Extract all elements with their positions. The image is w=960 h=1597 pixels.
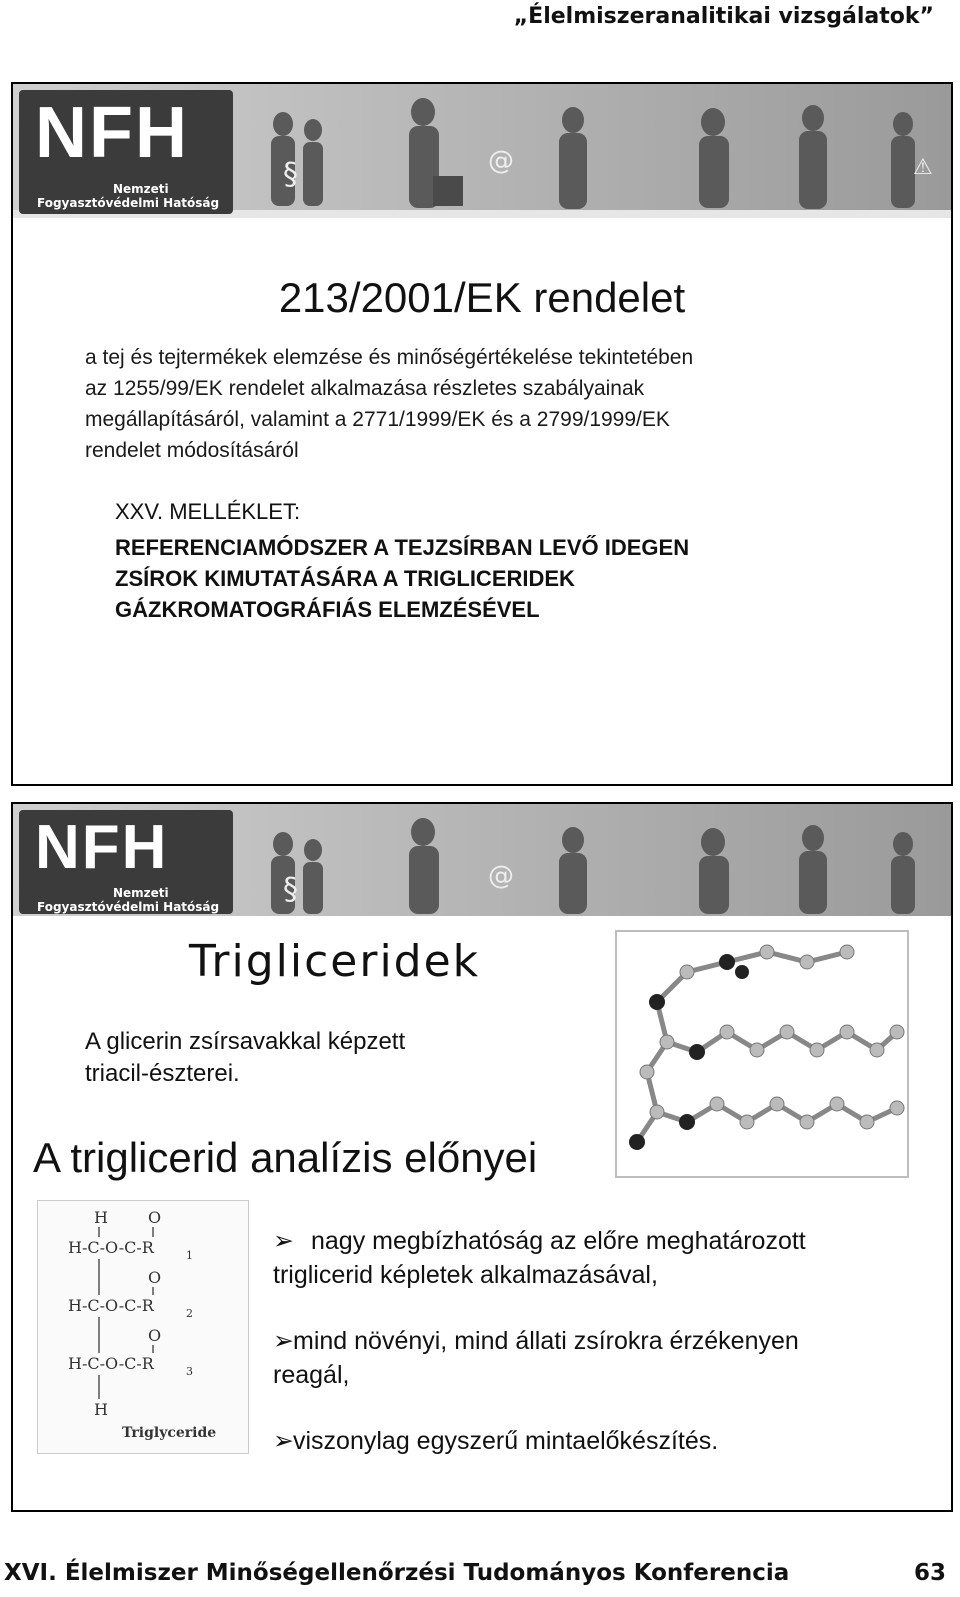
- annex-label: XXV. MELLÉKLET:: [115, 499, 301, 524]
- svg-text:@: @: [488, 146, 514, 176]
- arrow-bullet-icon: ➢: [273, 1326, 294, 1355]
- slide-regulation: [11, 82, 953, 786]
- running-header: „Élelmiszeranalitikai vizsgálatok”: [513, 4, 934, 29]
- nfh-logo: [19, 90, 233, 214]
- annex-title: REFERENCIAMÓDSZER A TEJZSÍRBAN LEVŐ IDEGEN ZSÍROK KIMUTATÁSÁRA A TRIGLICERIDEK GÁZKROMATOGRÁFIÁS ELEMZÉSÉVEL: [115, 535, 690, 622]
- list-item: ➢ nagy megbízhatóság az előre meghatározott triglicerid képletek alkalmazásával,: [273, 1226, 806, 1289]
- arrow-bullet-icon: ➢: [273, 1426, 294, 1455]
- conference-name: XVI. Élelmiszer Minőségellenőrzési Tudományos Konferencia: [4, 1560, 790, 1586]
- formula-row-2: H-C-O-C-R: [68, 1296, 154, 1315]
- triglyceride-formula-image: [37, 1200, 249, 1454]
- regulation-description: a tej és tejtermékek elemzése és minőségértékelése tekintetében az 1255/99/EK rendelet alkalmazása részletes szabályainak megállapításáról, valamint a 2771/1999/EK és a 2799/1999/EK rendelet módosításáról: [85, 346, 694, 462]
- logo-subtitle: Nemzeti Fogyasztóvédelmi Hatóság: [37, 886, 220, 914]
- logo-letters: NFH: [35, 813, 169, 882]
- formula-oxygen-2: O: [148, 1268, 162, 1287]
- svg-text:§: §: [283, 872, 298, 907]
- formula-oxygen-1: O: [148, 1208, 162, 1227]
- list-item: ➢viszonylag egyszerű mintaelőkészítés.: [273, 1424, 933, 1458]
- formula-row-3-sub: 3: [186, 1365, 193, 1378]
- list-item: ➢mind növényi, mind állati zsírokra érzékenyen reagál,: [273, 1326, 799, 1389]
- advantages-list: [273, 1224, 933, 1490]
- triglyceride-definition: A glicerin zsírsavakkal képzett triacil-észterei.: [85, 1028, 406, 1087]
- nfh-logo: [19, 810, 233, 914]
- slide-triglycerides: [11, 802, 953, 1512]
- logo-letters: NFH: [35, 93, 189, 173]
- formula-row-1-sub: 1: [186, 1249, 193, 1262]
- slide-title: Trigliceridek: [189, 936, 481, 987]
- formula-row-2-sub: 2: [186, 1307, 193, 1320]
- arrow-bullet-icon: ➢: [273, 1226, 294, 1255]
- nfh-banner: [13, 804, 951, 938]
- formula-caption: Triglyceride: [122, 1425, 217, 1441]
- page-number: 63: [913, 1560, 946, 1586]
- svg-text:⚠: ⚠: [913, 155, 933, 180]
- logo-subtitle: Nemzeti Fogyasztóvédelmi Hatóság: [37, 182, 220, 210]
- molecule-model-image: [615, 930, 909, 1178]
- svg-text:§: §: [283, 157, 298, 192]
- formula-oxygen-3: O: [148, 1326, 162, 1345]
- formula-top-hydrogen: H: [94, 1208, 108, 1227]
- formula-row-3: H-C-O-C-R: [68, 1354, 154, 1373]
- slide-title: 213/2001/EK rendelet: [278, 274, 686, 321]
- formula-row-1: H-C-O-C-R: [68, 1238, 154, 1257]
- svg-text:@: @: [488, 861, 514, 891]
- formula-bottom-hydrogen: H: [94, 1400, 108, 1419]
- nfh-banner: [13, 84, 951, 218]
- advantages-heading: A triglicerid analízis előnyei: [33, 1134, 538, 1181]
